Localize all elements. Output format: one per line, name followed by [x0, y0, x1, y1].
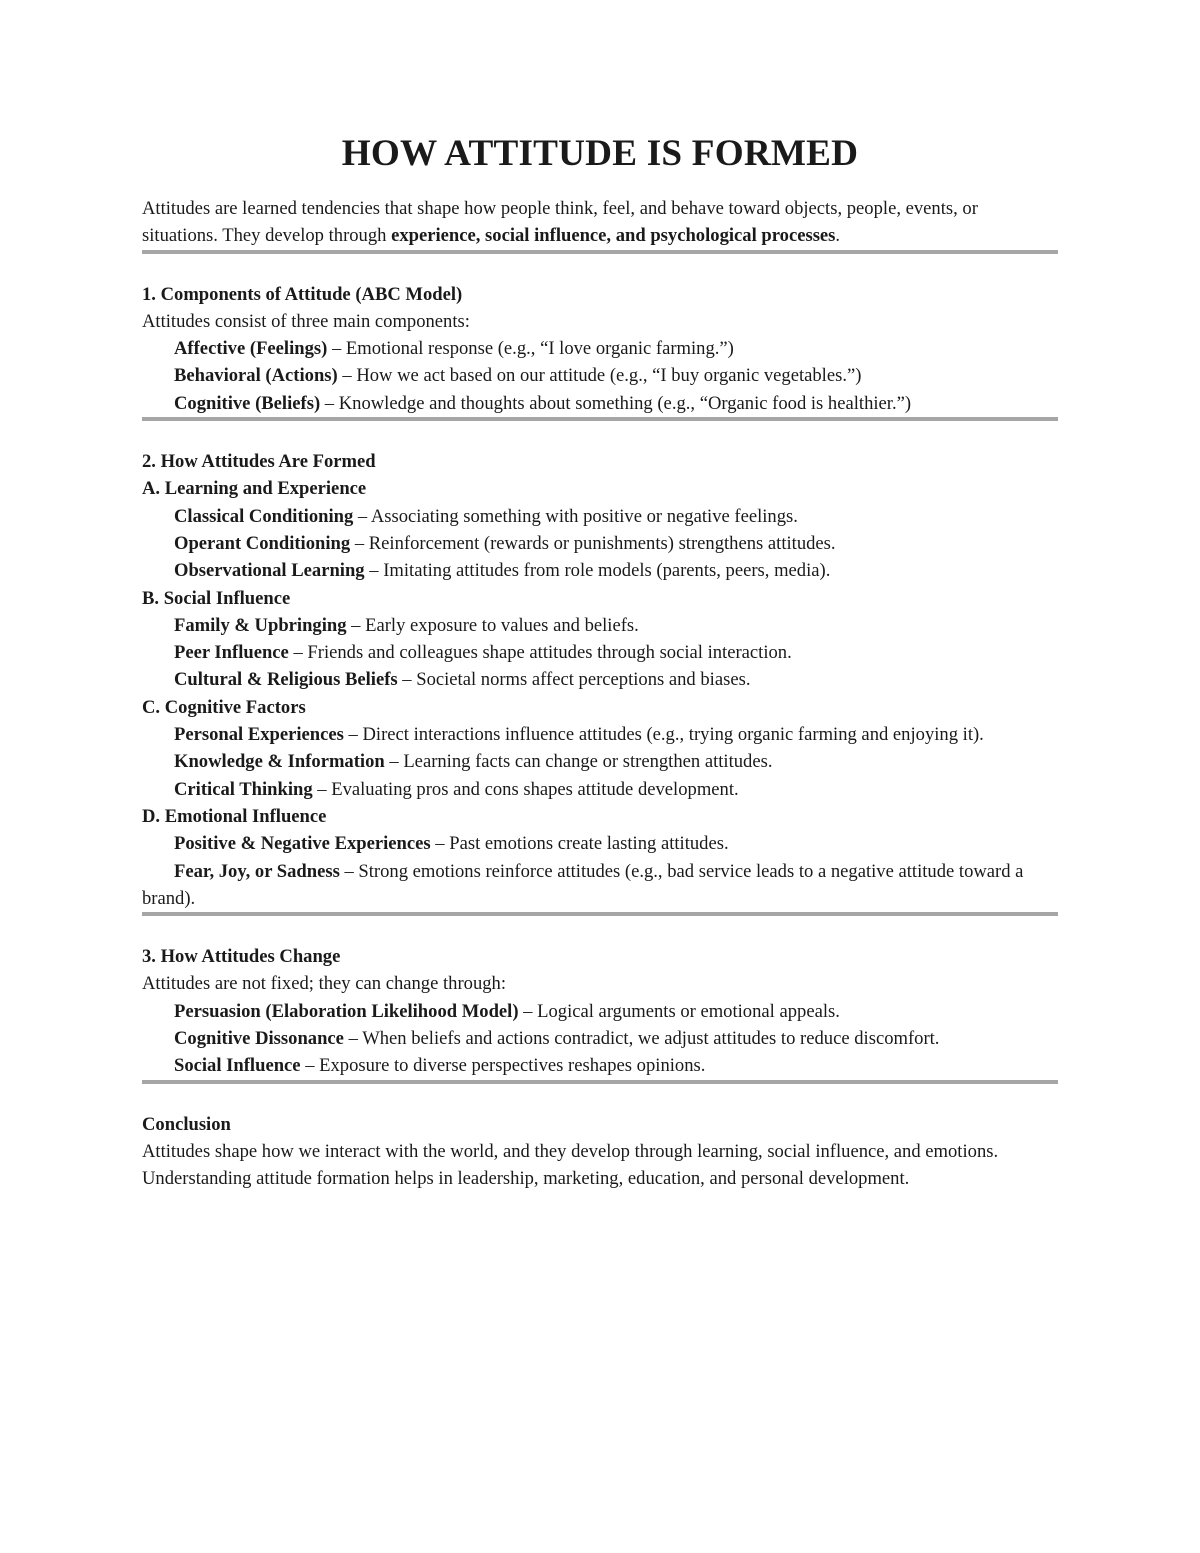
item-term: Operant Conditioning — [174, 532, 351, 554]
intro-paragraph — [142, 195, 1058, 250]
item-desc: – Knowledge and thoughts about something (e.g., “Organic food is healthier.”) — [320, 392, 912, 414]
item-term: Persuasion (Elaboration Likelihood Model) — [174, 1000, 519, 1022]
item-desc: – Associating something with positive or negative feelings. — [353, 505, 798, 527]
subsection-heading: C. Cognitive Factors — [142, 696, 306, 718]
item-desc: – Evaluating pros and cons shapes attitude development. — [312, 778, 739, 800]
list-item — [142, 666, 1058, 693]
item-desc: – Friends and colleagues shape attitudes through social interaction. — [288, 642, 792, 664]
conclusion-heading: Conclusion — [142, 1113, 231, 1135]
list-item — [142, 721, 1058, 748]
list-item — [142, 1052, 1058, 1079]
subsection-heading: D. Emotional Influence — [142, 805, 327, 827]
list-item — [142, 530, 1058, 557]
item-term: Classical Conditioning — [174, 505, 354, 527]
section1-heading: 1. Components of Attitude (ABC Model) — [142, 283, 463, 305]
document-title: HOW ATTITUDE IS FORMED — [341, 133, 859, 174]
item-term: Behavioral (Actions) — [174, 365, 338, 387]
list-item — [142, 612, 1058, 639]
item-term: Critical Thinking — [174, 778, 313, 800]
list-item — [142, 748, 1058, 775]
item-desc: – Logical arguments or emotional appeals. — [518, 1000, 840, 1022]
item-term: Social Influence — [174, 1055, 301, 1077]
intro-bold-text: experience, social influence, and psychological processes — [391, 225, 836, 247]
item-term: Cognitive Dissonance — [174, 1028, 344, 1050]
item-desc: – Direct interactions influence attitudes (e.g., trying organic farming and enjoying it). — [343, 724, 984, 746]
list-item — [142, 362, 1058, 389]
list-item — [142, 335, 1058, 362]
section2-heading: 2. How Attitudes Are Formed — [142, 451, 376, 473]
subsection-heading: B. Social Influence — [142, 587, 291, 609]
item-term: Observational Learning — [174, 560, 365, 582]
item-term: Affective (Feelings) — [174, 338, 328, 360]
item-desc: – Strong emotions reinforce attitudes (e.g., bad service leads to a negative attitude toward a brand). — [142, 860, 1024, 909]
section3-lead: Attitudes are not fixed; they can change through: — [142, 973, 507, 995]
intro-text: Attitudes are learned tendencies that shape how people think, feel, and behave toward objects, people, events, or situations. They develop through — [142, 198, 978, 247]
list-item — [142, 503, 1058, 530]
item-desc: – Reinforcement (rewards or punishments) strengthens attitudes. — [350, 532, 836, 554]
list-item — [142, 1025, 1058, 1052]
item-desc: – How we act based on our attitude (e.g., “I buy organic vegetables.”) — [337, 365, 862, 387]
item-desc: – Imitating attitudes from role models (parents, peers, media). — [364, 560, 831, 582]
list-item — [142, 998, 1058, 1025]
item-desc: – Early exposure to values and beliefs. — [346, 614, 639, 636]
section3-heading: 3. How Attitudes Change — [142, 946, 341, 968]
subsection-heading: A. Learning and Experience — [142, 478, 367, 500]
item-desc: – Learning facts can change or strengthen attitudes. — [384, 751, 773, 773]
item-term: Cultural & Religious Beliefs — [174, 669, 398, 691]
item-term: Fear, Joy, or Sadness — [174, 860, 340, 882]
item-term: Peer Influence — [174, 642, 289, 664]
list-item — [142, 557, 1058, 584]
list-item — [142, 858, 1058, 913]
list-item — [142, 390, 1058, 417]
list-item — [142, 639, 1058, 666]
item-term: Family & Upbringing — [174, 614, 347, 636]
item-desc: – When beliefs and actions contradict, we adjust attitudes to reduce discomfort. — [343, 1028, 940, 1050]
item-term: Cognitive (Beliefs) — [174, 392, 321, 414]
item-desc: – Emotional response (e.g., “I love organic farming.”) — [327, 338, 734, 360]
list-item — [142, 776, 1058, 803]
list-item — [142, 830, 1058, 857]
item-term: Personal Experiences — [174, 724, 344, 746]
intro-end: . — [835, 225, 841, 247]
item-term: Knowledge & Information — [174, 751, 385, 773]
item-desc: – Exposure to diverse perspectives reshapes opinions. — [300, 1055, 706, 1077]
section1-lead: Attitudes consist of three main components: — [142, 310, 470, 332]
item-desc: – Societal norms affect perceptions and biases. — [397, 669, 751, 691]
conclusion-text: Attitudes shape how we interact with the world, and they develop through learning, social influence, and emotions. Understanding attitude formation helps in leadership, marketing, education, and personal development. — [142, 1140, 999, 1190]
document-page — [142, 133, 1058, 1193]
item-desc: – Past emotions create lasting attitudes. — [430, 833, 729, 855]
item-term: Positive & Negative Experiences — [174, 833, 431, 855]
